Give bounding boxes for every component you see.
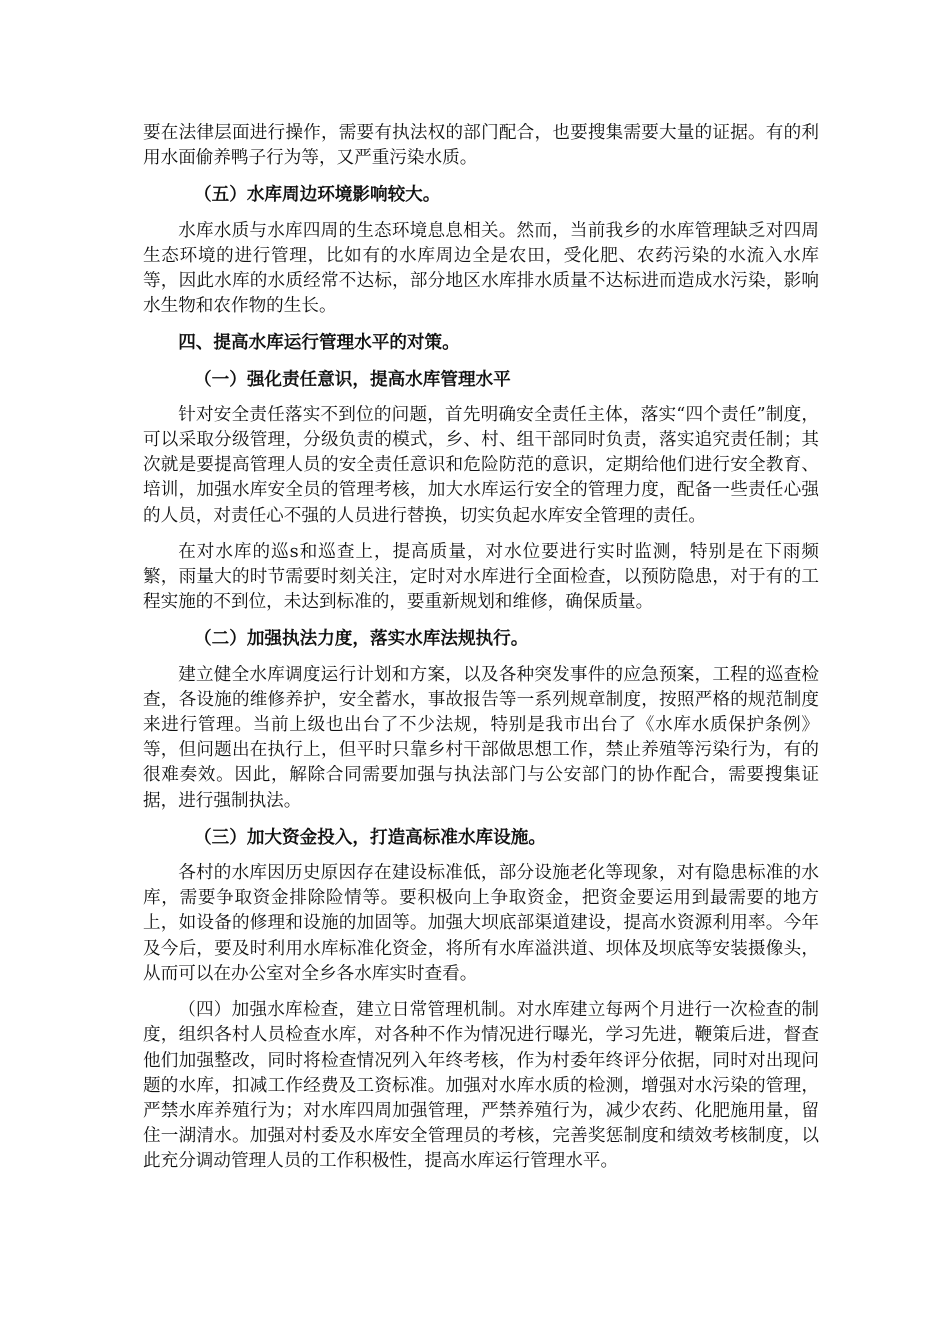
document-page [143, 121, 819, 1186]
paragraph-inspection: 在对水库的巡s和巡查上，提高质量，对水位要进行实时监测，特别是在下雨频繁，雨量大的时节需要时刻关注，定时对水库进行全面检查，以预防隐患，对于有的工程实施的不到位，未达到标准的，要重新规划和维修，确保质量。 [143, 541, 819, 613]
subheading-enforcement: （二）加强执法力度，落实水库法规执行。 [194, 628, 529, 650]
subheading-responsibility: （一）强化责任意识，提高水库管理水平 [194, 368, 511, 390]
subheading-funding: （三）加大资金投入，打造高标准水库设施。 [194, 826, 546, 848]
heading-countermeasures: 四、提高水库运行管理水平的对策。 [178, 332, 460, 354]
paragraph-daily-management: （四）加强水库检查，建立日常管理机制。对水库建立每两个月进行一次检查的制度，组织各村人员检查水库，对各种不作为情况进行曝光，学习先进，鞭策后进，督查他们加强整改，同时将检查情况列入年终考核，作为村委年终评分依据，同时对出现问题的水库，扣减工作经费及工资标准。加强对水库水质的检测，增强对水污染的管理，严禁水库养殖行为；对水库四周加强管理，严禁养殖行为，减少农药、化肥施用量，留住一湖清水。加强对村委及水库安全管理员的考核，完善奖惩制度和绩效考核制度，以此充分调动管理人员的工作积极性，提高水库运行管理水平。 [143, 1000, 819, 1172]
paragraph-intro-continuation: 要在法律层面进行操作，需要有执法权的部门配合，也要搜集需要大量的证据。有的利用水面偷养鸭子行为等，又严重污染水质。 [143, 123, 819, 169]
subheading-section-5: （五）水库周边环境影响较大。 [194, 184, 441, 206]
paragraph-responsibility: 针对安全责任落实不到位的问题，首先明确安全责任主体，落实“四个责任”制度，可以采取分级管理，分级负责的模式，乡、村、组干部同时负责，落实追究责任制；其次就是要提高管理人员的安全责任意识和危险防范的意识，定期给他们进行安全教育、培训，加强水库安全员的管理考核，加大水库运行安全的管理力度，配备一些责任心强的人员，对责任心不强的人员进行替换，切实负起水库安全管理的责任。 [143, 404, 819, 526]
paragraph-environment: 水库水质与水库四周的生态环境息息相关。然而，当前我乡的水库管理缺乏对四周生态环境的进行管理，比如有的水库周边全是农田，受化肥、农药污染的水流入水库等，因此水库的水质经常不达标，部分地区水库排水质量不达标进而造成水污染，影响水生物和农作物的生长。 [143, 220, 819, 317]
paragraph-funding: 各村的水库因历史原因存在建设标准低，部分设施老化等现象，对有隐患标准的水库，需要争取资金排除险情等。要积极向上争取资金，把资金要运用到最需要的地方上，如设备的修理和设施的加固等。加强大坝底部渠道建设，提高水资源利用率。今年及今后，要及时利用水库标准化资金，将所有水库溢洪道、坝体及坝底等安装摄像头，从而可以在办公室对全乡各水库实时查看。 [143, 863, 819, 984]
paragraph-enforcement: 建立健全水库调度运行计划和方案，以及各种突发事件的应急预案，工程的巡查检查，各设施的维修养护，安全蓄水，事故报告等一系列规章制度，按照严格的规范制度来进行管理。当前上级也出台了不少法规，特别是我市出台了《水库水质保护条例》等，但问题出在执行上，但平时只靠乡村干部做思想工作，禁止养殖等污染行为，有的很难奏效。因此，解除合同需要加强与执法部门与公安部门的协作配合，需要搜集证据，进行强制执法。 [143, 664, 819, 811]
